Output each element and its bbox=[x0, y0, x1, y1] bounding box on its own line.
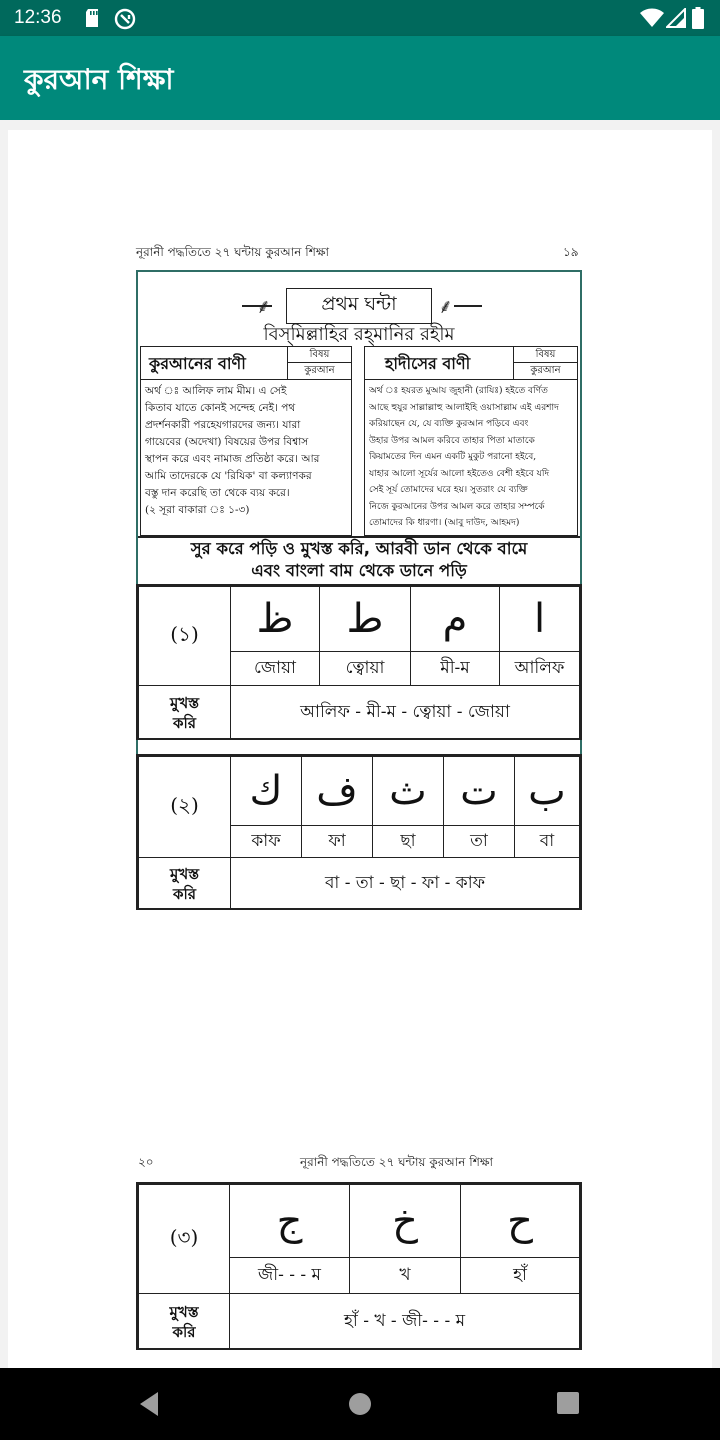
hadith-box-text bbox=[369, 383, 575, 532]
instruction-line-1: সুর করে পড়ি ও মুখস্ত করি, আরবী ডান থেকে বামে bbox=[190, 539, 528, 558]
letter-ba[interactable]: ب bbox=[514, 756, 580, 826]
letter-name-fa: ফা bbox=[301, 825, 373, 858]
hadith-line: আছে হুযুর সাল্লাল্লাহু আলাইহি ওয়াসাল্লাম এই এরশাদ bbox=[369, 402, 559, 413]
quran-quote-box bbox=[140, 346, 352, 536]
hadith-line: কিয়ামতের দিন এমন একটি মুকুট পরানো হইবে, bbox=[369, 452, 537, 462]
hadith-line: যাহার আলো সূর্যের আলো হইতেও বেশী হইবে যদি bbox=[369, 468, 550, 479]
letter-toa[interactable]: ط bbox=[319, 586, 411, 652]
page-number: ২০ bbox=[138, 1155, 154, 1169]
letter-fa[interactable]: ف bbox=[301, 756, 373, 826]
memorize-label-line-2: করি bbox=[172, 1322, 196, 1341]
hadith-line: করিয়াছেন যে, যে ব্যক্তি কুরআন পড়িবে এবং bbox=[369, 419, 529, 429]
lesson-1-memorize-text: আলিফ - মী-ম - ত্বোয়া - জোয়া bbox=[230, 685, 580, 740]
app-bar bbox=[0, 36, 720, 120]
lesson-title-text: প্রথম ঘন্টা bbox=[321, 293, 397, 315]
quran-line: কিতাব যাতে কোনই সন্দেহ নেই। পথ bbox=[145, 402, 296, 414]
tag-bottom: কুরআন bbox=[514, 362, 577, 377]
lesson-1-number: (১) bbox=[138, 586, 231, 686]
letter-name-alif: আলিফ bbox=[499, 651, 580, 686]
hadith-box-tag bbox=[513, 347, 577, 379]
quran-box-tag bbox=[287, 347, 351, 379]
letter-name-jeem: জী- - - ম bbox=[229, 1257, 350, 1294]
letter-alif[interactable]: ا bbox=[499, 586, 580, 652]
memorize-label-line-2: করি bbox=[172, 884, 197, 903]
letter-name-meem: মী-ম bbox=[410, 651, 500, 686]
lesson-2-number: (২) bbox=[138, 756, 231, 858]
letter-zoa[interactable]: ظ bbox=[230, 586, 320, 652]
tag-top: বিষয় bbox=[535, 349, 556, 360]
bismillah: বিস্‌মিল্লাহির রহ্‌মানির রহীম bbox=[263, 324, 455, 345]
sd-card-icon bbox=[84, 8, 102, 32]
navigation-bar bbox=[0, 1368, 720, 1440]
lesson-2-table bbox=[136, 754, 582, 910]
memorize-label bbox=[138, 857, 231, 910]
ornament-line-right bbox=[454, 305, 482, 307]
recents-icon[interactable] bbox=[557, 1392, 579, 1418]
page-number: ১৯ bbox=[563, 245, 579, 259]
sync-icon bbox=[114, 8, 136, 34]
page-header-title: নূরানী পদ্ধতিতে ২৭ ঘন্টায় কুরআন শিক্ষা bbox=[300, 1155, 494, 1169]
letter-ha[interactable]: ح bbox=[460, 1184, 580, 1258]
lesson-intro-frame bbox=[136, 270, 582, 586]
quran-box-heading: কুরআনের বাণী bbox=[149, 354, 246, 373]
letter-name-ha: হাঁ bbox=[460, 1257, 580, 1294]
app-title: কুরআন শিক্ষা bbox=[24, 63, 174, 96]
tag-top: বিষয় bbox=[309, 349, 330, 360]
letter-jeem[interactable]: ج bbox=[229, 1184, 350, 1258]
letter-sa[interactable]: ث bbox=[372, 756, 444, 826]
memorize-label bbox=[138, 685, 231, 740]
lesson-2-memorize-text: বা - তা - ছা - ফা - কাফ bbox=[230, 857, 580, 910]
status-bar bbox=[0, 0, 720, 36]
quran-line: অর্থ ঃ আলিফ লাম মীম। এ সেই bbox=[145, 385, 287, 397]
hadith-line: সেই সূর্য তোমাদের ঘরে হয়। সুতরাং যে ব্যক্তি bbox=[369, 485, 528, 495]
memorize-label-line-1: মুখস্ত bbox=[169, 1302, 199, 1321]
signal-icon bbox=[666, 8, 686, 32]
lesson-1-table bbox=[136, 584, 582, 740]
letter-name-zoa: জোয়া bbox=[230, 651, 320, 686]
quran-line: বস্তু দান করেছি তা থেকে ব্যয় করে। bbox=[145, 487, 290, 499]
letter-name-ta: তা bbox=[443, 825, 515, 858]
hadith-quote-box bbox=[364, 346, 578, 536]
home-icon[interactable] bbox=[348, 1392, 372, 1420]
instruction-line-2: এবং বাংলা বাম থেকে ডানে পড়ি bbox=[251, 561, 467, 580]
ornament-right-icon: ⸙ bbox=[438, 294, 453, 318]
title-ornament bbox=[138, 280, 580, 320]
letter-meem[interactable]: م bbox=[410, 586, 500, 652]
lesson-title bbox=[286, 288, 432, 324]
quran-line: আমি তাদেরকে যে 'রিযিক' বা কল্যাণকর bbox=[145, 470, 312, 482]
letter-name-kaf: কাফ bbox=[230, 825, 302, 858]
lesson-3-number: (৩) bbox=[138, 1184, 230, 1294]
hadith-line: উহার উপর আমল করিবে তাহার পিতা মাতাকে bbox=[369, 435, 535, 446]
status-time: 12:36 bbox=[14, 7, 62, 28]
page-header-title: নূরানী পদ্ধতিতে ২৭ ঘন্টায় কুরআন শিক্ষা bbox=[136, 245, 330, 259]
hadith-box-heading: হাদীসের বাণী bbox=[385, 354, 471, 373]
letter-kha[interactable]: خ bbox=[349, 1184, 461, 1258]
hadith-line: অর্থ ঃ হযরত মুআয জুহানী (রাযিঃ) হইতে বর্ণিত bbox=[369, 386, 548, 396]
battery-icon bbox=[692, 7, 704, 33]
lesson-3-table bbox=[136, 1182, 582, 1350]
memorize-label bbox=[138, 1293, 230, 1350]
letter-name-ba: বা bbox=[514, 825, 580, 858]
hadith-line: নিজে কুরআনের উপর আমল করে তাহার সম্পর্কে bbox=[369, 501, 545, 512]
tag-bottom: কুরআন bbox=[288, 362, 351, 377]
table-separator bbox=[136, 740, 582, 754]
memorize-label-line-1: মুখস্ত bbox=[170, 864, 199, 883]
book-viewer[interactable] bbox=[0, 120, 720, 1368]
letter-ta[interactable]: ت bbox=[443, 756, 515, 826]
letter-name-sa: ছা bbox=[372, 825, 444, 858]
lesson-3-memorize-text: হাঁ - খ - জী- - - ম bbox=[229, 1293, 580, 1350]
quran-line: (২ সূরা বাকারা ঃ ১-৩) bbox=[145, 504, 250, 516]
quran-box-text bbox=[145, 383, 349, 519]
memorize-label-line-2: করি bbox=[172, 713, 197, 732]
letter-name-toa: ত্বোয়া bbox=[319, 651, 411, 686]
letter-kaf[interactable]: ك bbox=[230, 756, 302, 826]
hadith-line: তোমাদের কি ধারণা। (আবু দাউদ, আহমদ) bbox=[369, 518, 520, 528]
memorize-label-line-1: মুখস্ত bbox=[170, 693, 199, 712]
ornament-left-icon: ⸙ bbox=[256, 294, 271, 318]
letter-name-kha: খ bbox=[349, 1257, 461, 1294]
quran-line: গায়েবের (অদেখা) বিষয়ের উপর বিশ্বাস bbox=[145, 436, 309, 448]
quran-line: স্থাপন করে এবং নামাজ প্রতিষ্ঠা করে। আর bbox=[145, 453, 320, 465]
wifi-icon bbox=[640, 8, 664, 32]
back-icon[interactable] bbox=[136, 1390, 162, 1422]
quran-line: প্রদর্শনকারী পরহেযগারদের জন্য। যারা bbox=[145, 419, 301, 431]
